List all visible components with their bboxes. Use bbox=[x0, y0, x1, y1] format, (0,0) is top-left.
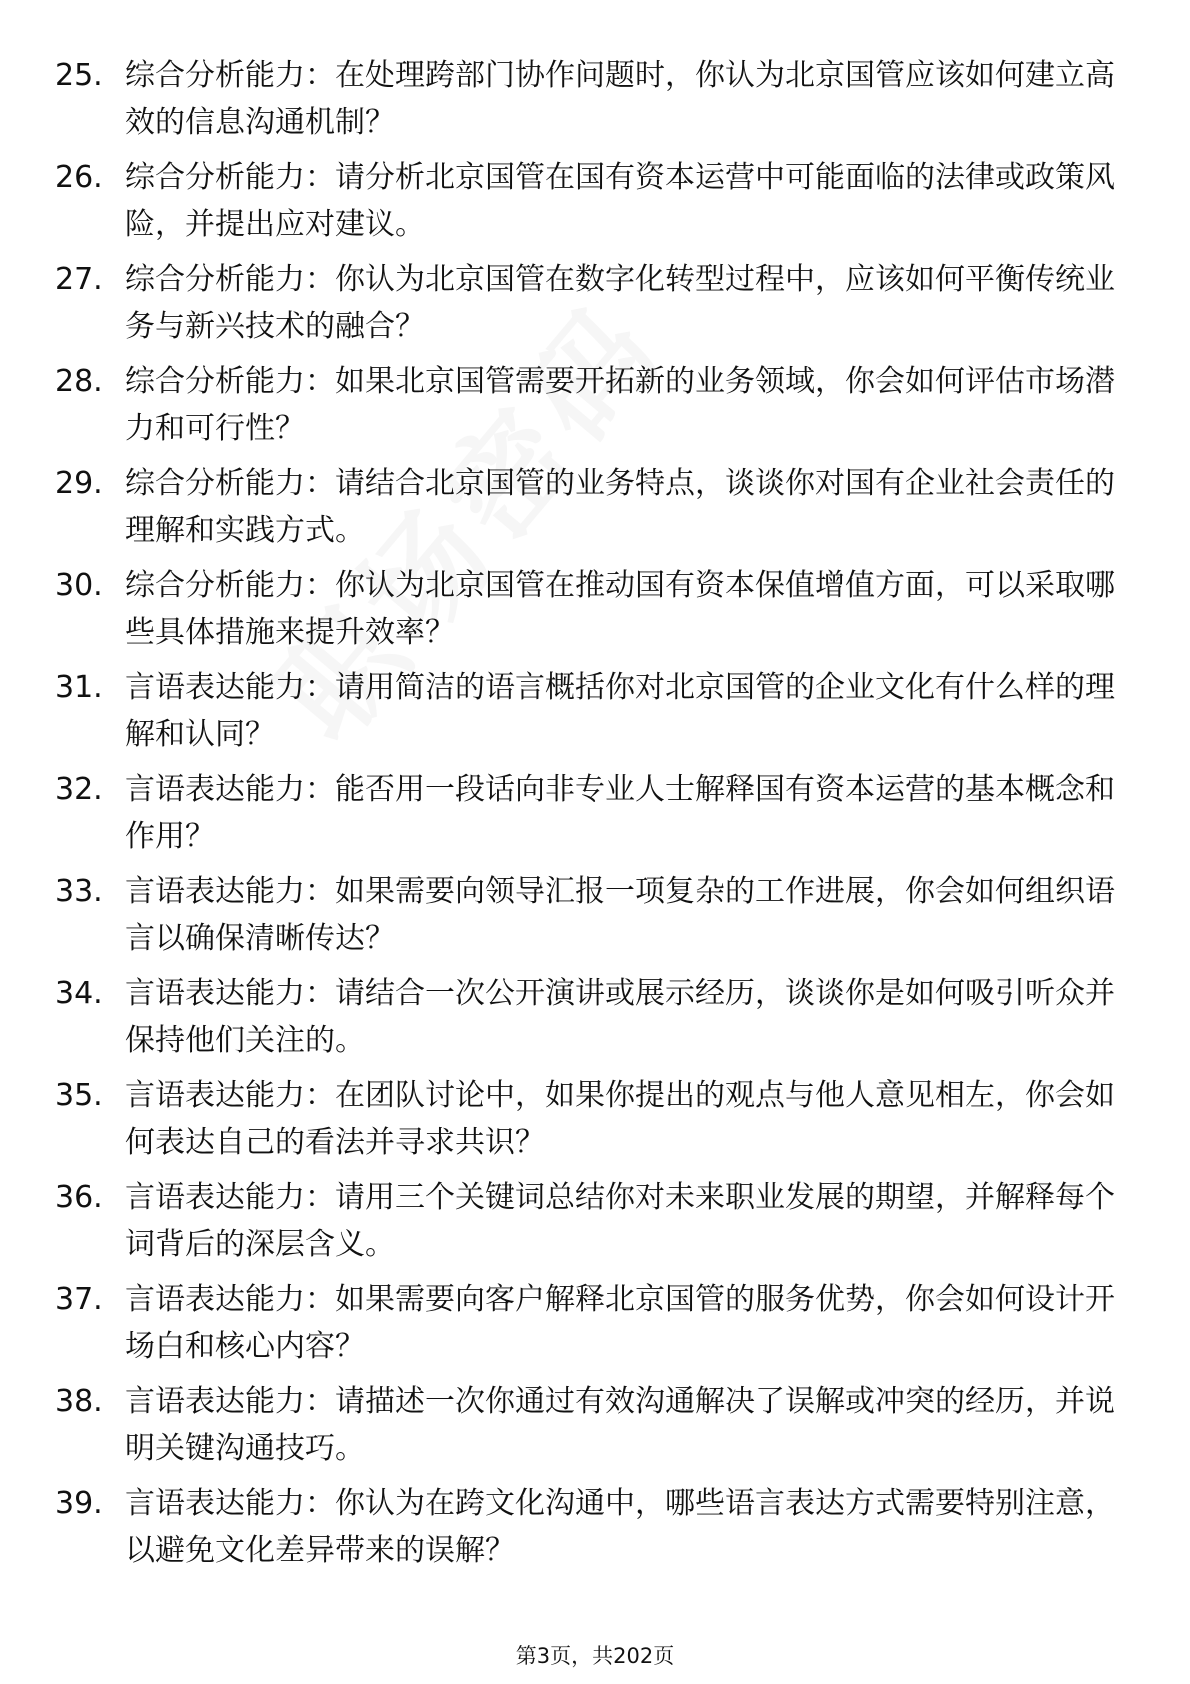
question-text: 综合分析能力：请结合北京国管的业务特点，谈谈你对国有企业社会责任的理解和实践方式。 bbox=[125, 466, 1115, 548]
question-text: 综合分析能力：你认为北京国管在推动国有资本保值增值方面，可以采取哪些具体措施来提升效率？ bbox=[125, 568, 1115, 650]
question-item bbox=[55, 52, 1115, 154]
question-number: 39. bbox=[55, 1486, 103, 1521]
question-item bbox=[55, 460, 1115, 562]
question-item bbox=[55, 1276, 1115, 1378]
question-item bbox=[55, 562, 1115, 664]
question-text: 言语表达能力：请描述一次你通过有效沟通解决了误解或冲突的经历，并说明关键沟通技巧。 bbox=[125, 1384, 1115, 1466]
question-item bbox=[55, 1480, 1115, 1582]
question-item bbox=[55, 154, 1115, 256]
question-item bbox=[55, 664, 1115, 766]
question-number: 38. bbox=[55, 1384, 103, 1419]
question-text: 综合分析能力：如果北京国管需要开拓新的业务领域，你会如何评估市场潜力和可行性？ bbox=[125, 364, 1115, 446]
question-number: 36. bbox=[55, 1180, 103, 1215]
question-item bbox=[55, 970, 1115, 1072]
question-text: 综合分析能力：在处理跨部门协作问题时，你认为北京国管应该如何建立高效的信息沟通机制？ bbox=[125, 58, 1115, 140]
question-number: 35. bbox=[55, 1078, 103, 1113]
question-number: 32. bbox=[55, 772, 103, 807]
page-footer: 第3页，共202页 bbox=[515, 1644, 675, 1668]
question-number: 33. bbox=[55, 874, 103, 909]
question-number: 27. bbox=[55, 262, 103, 297]
question-text: 言语表达能力：请用简洁的语言概括你对北京国管的企业文化有什么样的理解和认同？ bbox=[125, 670, 1115, 752]
question-text: 言语表达能力：如果需要向领导汇报一项复杂的工作进展，你会如何组织语言以确保清晰传达？ bbox=[125, 874, 1115, 956]
question-text: 言语表达能力：能否用一段话向非专业人士解释国有资本运营的基本概念和作用？ bbox=[125, 772, 1115, 854]
question-item bbox=[55, 1072, 1115, 1174]
question-number: 31. bbox=[55, 670, 103, 705]
question-number: 28. bbox=[55, 364, 103, 399]
question-item bbox=[55, 766, 1115, 868]
question-number: 29. bbox=[55, 466, 103, 501]
question-number: 26. bbox=[55, 160, 103, 195]
question-item bbox=[55, 1174, 1115, 1276]
question-item bbox=[55, 358, 1115, 460]
question-text: 言语表达能力：请结合一次公开演讲或展示经历，谈谈你是如何吸引听众并保持他们关注的。 bbox=[125, 976, 1115, 1058]
question-text: 综合分析能力：请分析北京国管在国有资本运营中可能面临的法律或政策风险，并提出应对建议。 bbox=[125, 160, 1115, 242]
question-list bbox=[55, 52, 1115, 1582]
question-text: 言语表达能力：你认为在跨文化沟通中，哪些语言表达方式需要特别注意，以避免文化差异带来的误解？ bbox=[125, 1486, 1115, 1568]
question-item bbox=[55, 868, 1115, 970]
question-number: 37. bbox=[55, 1282, 103, 1317]
question-item bbox=[55, 1378, 1115, 1480]
question-text: 综合分析能力：你认为北京国管在数字化转型过程中，应该如何平衡传统业务与新兴技术的融合？ bbox=[125, 262, 1115, 344]
question-text: 言语表达能力：在团队讨论中，如果你提出的观点与他人意见相左，你会如何表达自己的看法并寻求共识？ bbox=[125, 1078, 1115, 1160]
question-item bbox=[55, 256, 1115, 358]
question-number: 30. bbox=[55, 568, 103, 603]
question-number: 34. bbox=[55, 976, 103, 1011]
question-number: 25. bbox=[55, 58, 103, 93]
question-text: 言语表达能力：如果需要向客户解释北京国管的服务优势，你会如何设计开场白和核心内容？ bbox=[125, 1282, 1115, 1364]
question-text: 言语表达能力：请用三个关键词总结你对未来职业发展的期望，并解释每个词背后的深层含义。 bbox=[125, 1180, 1115, 1262]
